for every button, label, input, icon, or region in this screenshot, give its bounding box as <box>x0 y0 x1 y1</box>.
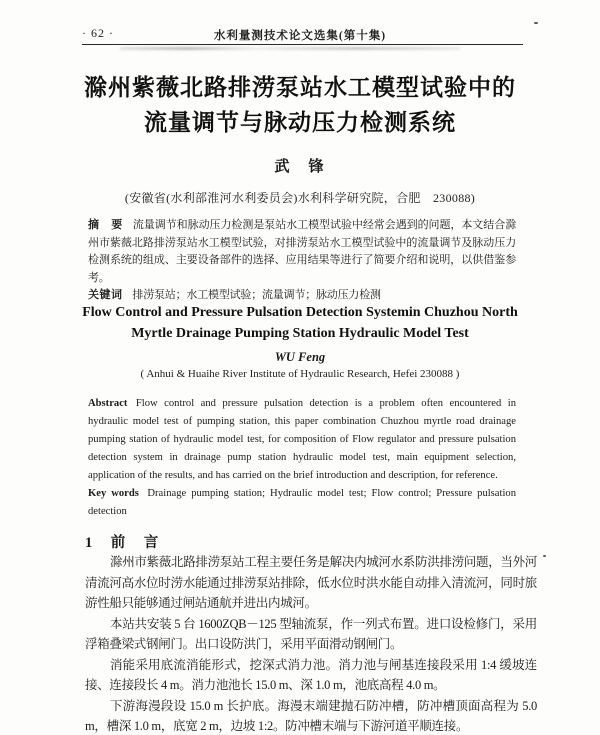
paper-title-cn-line2: 流量调节与脉动压力检测系统 <box>144 109 456 135</box>
keywords-en <box>88 485 516 521</box>
page-number: · 62 · <box>82 26 114 40</box>
affiliation-cn: (安徽省(水利部淮河水利委员会)水利科学研究院，合肥 230088) <box>124 191 476 205</box>
author-name-cn: 武 锋 <box>274 159 326 175</box>
abstract-block-en <box>88 395 516 521</box>
paper-title-cn-line1: 滁州紫薇北路排涝泵站水工模型试验中的 <box>84 74 516 100</box>
journal-title: 水利量测技术论文选集(第十集) <box>213 30 387 42</box>
affiliation-en: ( Anhui & Huaihe River Institute of Hydraulic Research, Hefei 230088 ) <box>140 368 460 380</box>
scan-speck <box>534 22 538 24</box>
keywords-label-en: Key words <box>88 488 139 499</box>
keywords-label-cn: 关键词 <box>88 289 123 301</box>
abstract-cn <box>88 217 516 287</box>
paper-title-en-line2: Myrtle Drainage Pumping Station Hydraulic Model Test <box>131 326 469 341</box>
abstract-text-cn: 流量调节和脉动压力检测是泵站水工模型试验中经常会遇到的问题，本文结合滁州市紫薇北路排涝泵站水工模型试验，对排涝泵站水工模型试验中的流量调节及脉动压力检测系统的组成、主要设备部件的选择、应用结果等进行了简要介绍和说明，以供借鉴参考。 <box>88 219 517 284</box>
body-paragraph: 消能采用底流消能形式，挖深式消力池。消力池与闸基连接段采用 1:4 缓坡连接、连接段长 4 m。消力池池长 15.0 m、深 1.0 m，池底高程 4.0 m。 <box>85 657 537 692</box>
scan-smudge <box>120 47 460 50</box>
abstract-text-en: Flow control and pressure pulsation detection is a problem often encountered in hydraulic model test of pumping station, this paper combination Chuzhou myrtle road drainage pumping station of hydraulic model test, for composition of Flow regulator and pressure pulsation detection system in drainage pump station hydraulic model test, main equipment selection, application of the results, and has carried on the brief introduction and description, for reference. <box>88 398 516 481</box>
section-body <box>85 552 537 735</box>
abstract-label-en: Abstract <box>88 398 128 409</box>
paper-title-en-line1: Flow Control and Pressure Pulsation Detection Systemin Chuzhou North <box>82 305 518 320</box>
scan-speck <box>543 555 546 557</box>
body-paragraph: 下游海漫段设 15.0 m 长护底。海漫末端建抛石防冲槽，防冲槽顶面高程为 5.0 m，槽深 1.0 m，底宽 2 m，边坡 1:2。防冲槽末端与下游河道平顺连接。 <box>85 698 537 733</box>
abstract-block-cn <box>88 217 516 305</box>
paper-title-cn <box>0 70 600 140</box>
author-name-en: WU Feng <box>274 350 326 364</box>
paper-title-en <box>0 302 600 344</box>
abstract-en <box>88 395 516 485</box>
keywords-text-cn: 排涝泵站；水工模型试验；流量调节；脉动压力检测 <box>132 289 381 301</box>
section-heading-intro: 1 前 言 <box>85 535 161 551</box>
header-rule <box>82 44 523 45</box>
body-paragraph: 滁州市紫薇北路排涝泵站工程主要任务是解决内城河水系防洪排涝问题，当外河清流河高水位时涝水能通过排涝泵站排除，低水位时洪水能自动排入清流河，同时旅游性船只能够通过闸站通航并进出内城河。 <box>85 555 538 610</box>
abstract-label-cn: 摘 要 <box>88 219 123 231</box>
body-paragraph: 本站共安装 5 台 1600ZQB－125 型轴流泵，作一列式布置。进口设检修门，采用浮箱叠梁式钢闸门。出口设防洪门，采用平面滑动钢闸门。 <box>85 616 537 651</box>
keywords-text-en: Drainage pumping station; Hydraulic model test; Flow control; Pressure pulsation detection <box>88 488 516 517</box>
